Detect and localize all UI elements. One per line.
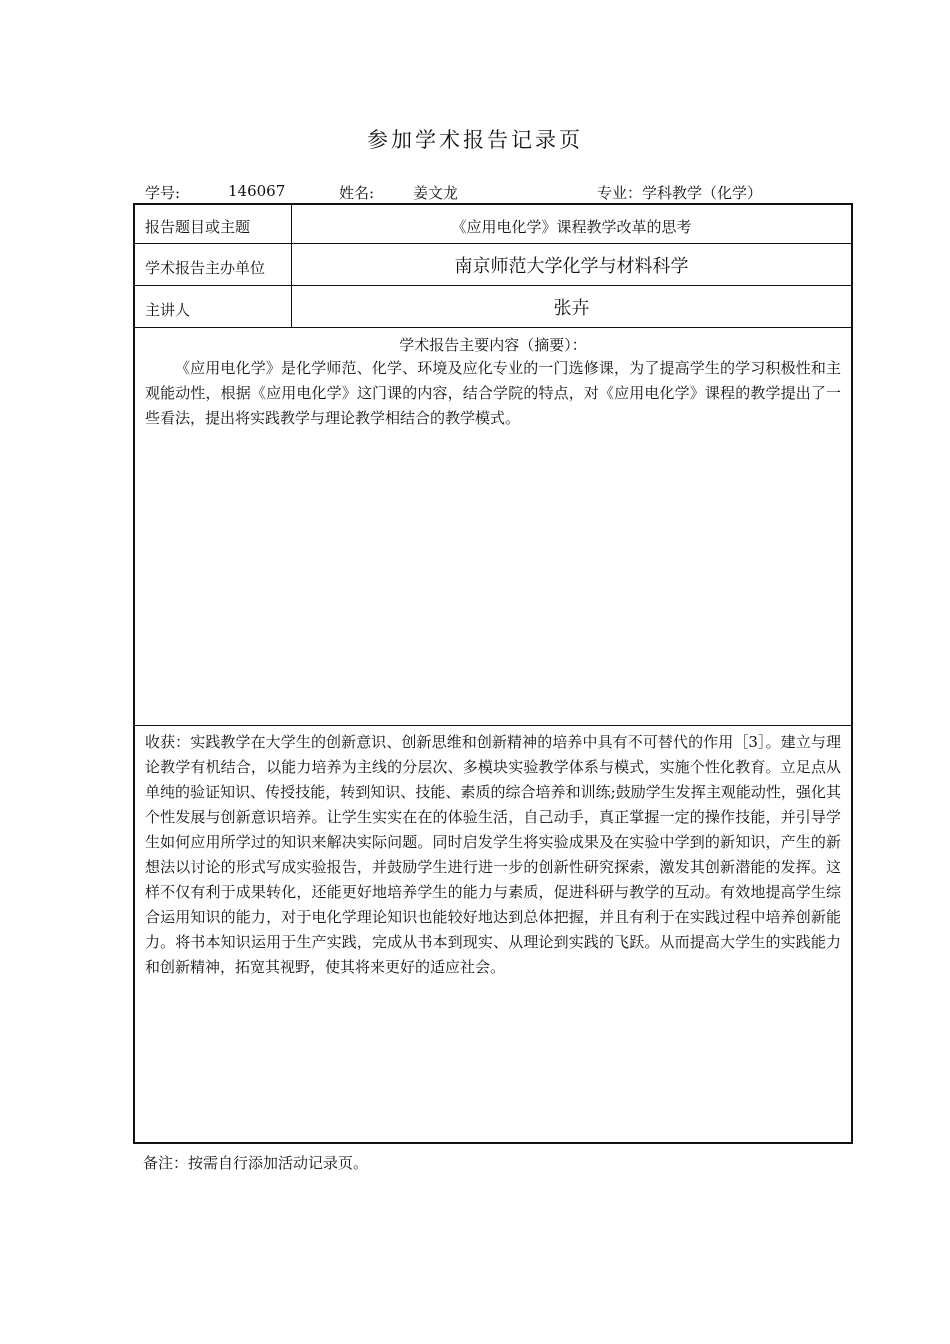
abstract-text: 《应用电化学》是化学师范、化学、环境及应化专业的一门选修课，为了提高学生的学习积极性和主观能动性，根据《应用电化学》这门课的内容，结合学院的特点，对《应用电化学》课程的教学提出了一些看法，提出将实践教学与理论教学相结合的教学模式。 xyxy=(145,359,841,427)
organizer-label: 学术报告主办单位 xyxy=(145,259,266,277)
student-id-value: 146067 xyxy=(228,182,286,200)
name-label: 姓名: xyxy=(339,184,375,202)
major-field: 专业：学科教学（化学） xyxy=(597,184,763,202)
harvest-text: 收获：实践教学在大学生的创新意识、创新思维和创新精神的培养中具有不可替代的作用［3］。建立与理论教学有机结合，以能力培养为主线的分层次、多模块实验教学体系与模式，实施个性化教育。立足点从单纯的验证知识、传授技能，转到知识、技能、素质的综合培养和训练;鼓励学生发挥主观能动性，强化其个性发展与创新意识培养。让学生实实在在的体验生活，自己动手，真正掌握一定的操作技能，并引导学生如何应用所学过的知识来解决实际问题。同时启发学生将实验成果及在实验中学到的新知识，产生的新想法以讨论的形式写成实验报告，并鼓励学生进行进一步的创新性研究探索，激发其创新潜能的发挥。这样不仅有利于成果转化，还能更好地培养学生的能力与素质，促进科研与教学的互动。有效地提高学生综合运用知识的能力，对于电化学理论知识也能较好地达到总体把握，并且有利于在实践过程中培养创新能力。将书本知识运用于生产实践，完成从书本到现实、从理论到实践的飞跃。从而提高大学生的实践能力和创新精神，拓宽其视野，使其将来更好的适应社会。 xyxy=(145,733,841,976)
name-value: 姜文龙 xyxy=(413,184,459,202)
row-divider xyxy=(135,327,851,328)
page-title: 参加学术报告记录页 xyxy=(367,128,583,152)
row-divider xyxy=(135,285,851,286)
speaker-label: 主讲人 xyxy=(145,301,191,319)
footnote: 备注：按需自行添加活动记录页。 xyxy=(143,1154,369,1172)
record-table xyxy=(133,203,853,1144)
speaker-value: 张卉 xyxy=(553,298,590,319)
topic-label: 报告题目或主题 xyxy=(145,218,251,236)
row-divider xyxy=(135,243,851,244)
student-id-label: 学号: xyxy=(145,184,181,202)
abstract-heading: 学术报告主要内容（摘要）： xyxy=(399,336,587,354)
organizer-value: 南京师范大学化学与材料科学 xyxy=(454,256,689,277)
row-divider xyxy=(135,725,851,726)
topic-value: 《应用电化学》课程教学改革的思考 xyxy=(451,218,692,236)
